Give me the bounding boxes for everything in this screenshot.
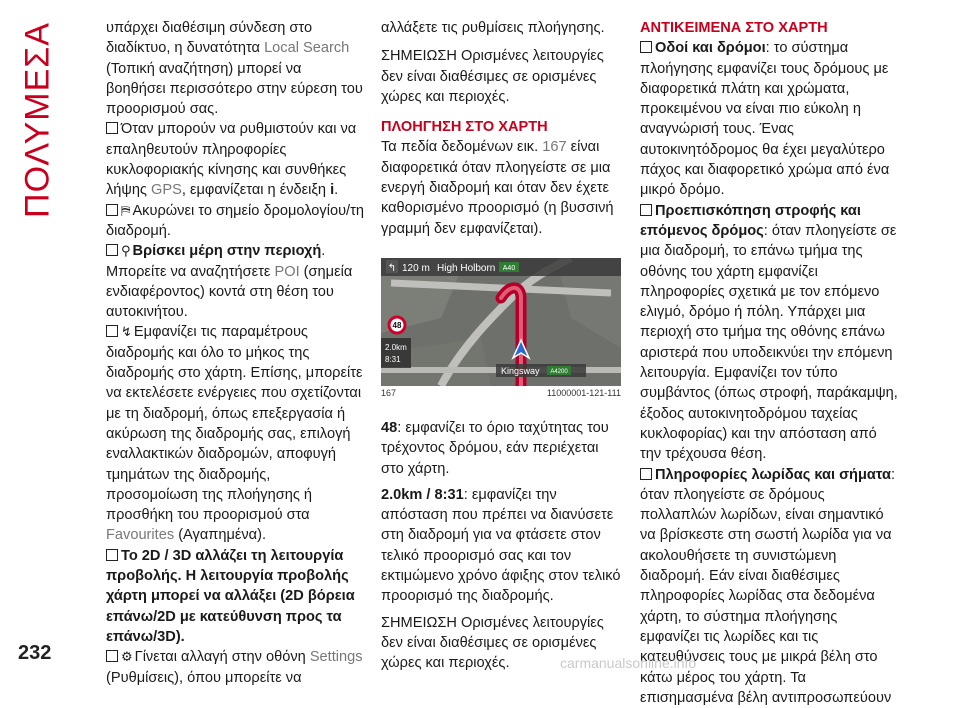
- road-badge-bottom: A4200: [550, 369, 568, 375]
- map-street-top: High Holborn: [437, 263, 496, 274]
- checkbox-icon: [106, 650, 118, 662]
- paragraph: Πληροφορίες λωρίδας και σήματα: όταν πλοηγείστε σε δρόμους πολλαπλών λωρίδων, είναι σημαντικό να βρίσκεστε στη σωστή λωρίδα για να ακολουθήσετε τη συνιστώμενη διαδρομή. Εάν είναι διαθέσιμες πληροφορίες λωρίδας στα δεδομένα χάρτη, το σύστημα πλοήγησης εμφανίζει τις λωρίδες και τις κατευθύνσεις τους με μικρά βέλη στο κάτω μέρος του χάρτη. Τα επισημασμένα βέλη αντιπροσωπεύουν: [640, 466, 896, 706]
- watermark: carmanualsonline.info: [560, 655, 697, 671]
- section-tab: [18, 20, 58, 220]
- paragraph: ⚙ Γίνεται αλλαγή στην οθόνη Settings (Ρυθμίσεις), όπου μπορείτε να: [106, 649, 363, 686]
- no-entry-flag-icon: ⛿: [121, 202, 131, 218]
- paragraph: ↯ Εμφανίζει τις παραμέτρους διαδρομής και όλο το μήκος της διαδρομής στο χάρτη. Επίσης, μπορείτε να εκτελέσετε ενέργειες που σχετίζονται με τη διαδρομή, όπως επεξεργασία ή ακύρωση της διαδρομής σας, επιλογή εναλλακτικών διαδρομών, αποφυγή τμημάτων της διαδρομής, προσομοίωση της πλοήγησης ή προσθήκη του προορισμού στα Favourites (Αγαπημένα).: [106, 324, 363, 544]
- paragraph: αλλάξετε τις ρυθμίσεις πλοήγησης.: [381, 20, 605, 36]
- eta-distance: 2.0km: [385, 343, 407, 352]
- checkbox-icon: [106, 204, 118, 216]
- column-2: [381, 18, 625, 239]
- checkbox-icon: [640, 468, 652, 480]
- speed-limit-sign: 48: [392, 321, 402, 330]
- note: ΣΗΜΕΙΩΣΗ Ορισμένες λειτουργίες δεν είναι διαθέσιμες σε ορισμένες χώρες και περιοχές.: [381, 48, 604, 105]
- paragraph: Οδοί και δρόμοι: το σύστημα πλοήγησης εμφανίζει τους δρόμους με διαφορετικά πλάτη και χρώματα, προκειμένου να είναι πιο εύκολη η αναγνώρισή τους. Ένας αυτοκινητόδρομος θα έχει μεγαλύτερο πάχος και διαφορετικό χρώμα από ένα μικρό δρόμο.: [640, 40, 890, 199]
- navigation-map-figure: [381, 258, 621, 386]
- column-2-lower: [381, 418, 625, 674]
- figure-code: 11000001-121-111: [546, 388, 621, 398]
- road-badge-top: A40: [502, 265, 516, 272]
- paragraph: ⛿ Ακυρώνει το σημείο δρομολογίου/τη διαδρομή.: [106, 202, 364, 239]
- page-number: 232: [18, 642, 52, 664]
- figure-caption: [381, 388, 621, 398]
- checkbox-icon: [106, 549, 118, 561]
- paragraph: 48: εμφανίζει το όριο ταχύτητας του τρέχοντος δρόμου, εάν περιέχεται στο χάρτη.: [381, 420, 609, 477]
- checkbox-icon: [106, 122, 118, 134]
- column-1: [106, 18, 364, 688]
- map-graphic: [381, 258, 621, 386]
- paragraph: Προεπισκόπηση στροφής και επόμενος δρόμος: όταν πλοηγείστε σε μια διαδρομή, το επάνω τμήμα της οθόνης του χάρτη εμφανίζει πληροφορίες σχετικά με τον επόμενο ελιγμό, δρόμο ή πόλη. Υπάρχει μια περιοχή στο τμήμα της οθόνης επάνω αριστερά που υποδεικνύει την επόμενη λειτουργία. Εμφανίζει τον τύπο συμβάντος (όπως στροφή, παράκαμψη, έξοδος αυτοκινητοδρόμου ταχείας κυκλοφορίας) και την απόσταση από την τρέχουσα θέση.: [640, 202, 898, 463]
- pin-icon: ⚲: [121, 243, 131, 259]
- checkbox-icon: [106, 325, 118, 337]
- paragraph: Το 2D / 3D αλλάζει τη λειτουργία προβολής. Η λειτουργία προβολής χάρτη μπορεί να αλλάξει (2D βόρεια επάνω/2D με κατεύθυνση προς τα επάνω/3D).: [106, 547, 355, 645]
- paragraph: Τα πεδία δεδομένων εικ. 167 είναι διαφορετικά όταν πλοηγείστε σε μια ενεργή διαδρομή και όταν δεν έχετε καθορισμένο προορισμό (η βυσσινή γραμμή δεν εμφανίζεται).: [381, 139, 614, 237]
- section-heading: ΠΛΟΗΓΗΣΗ ΣΤΟ ΧΑΡΤΗ: [381, 119, 548, 136]
- eta-time: 8:31: [385, 355, 401, 364]
- section-tab-label: ΠΟΛΥΜΕΣΑ: [18, 22, 57, 218]
- checkbox-icon: [640, 41, 652, 53]
- paragraph: υπάρχει διαθέσιμη σύνδεση στο διαδίκτυο, η δυνατότητα Local Search (Τοπική αναζήτηση) μπορεί να βοηθήσει περισσότερο στην εύρεση του προορισμού σας.: [106, 20, 363, 118]
- svg-text:↰: ↰: [387, 263, 397, 274]
- gear-icon: ⚙: [121, 649, 133, 665]
- map-street-bottom: Kingsway: [501, 366, 540, 376]
- figure-number: 167: [381, 388, 397, 398]
- checkbox-icon: [106, 244, 118, 256]
- section-heading: ΑΝΤΙΚΕΙΜΕΝΑ ΣΤΟ ΧΑΡΤΗ: [640, 20, 828, 36]
- paragraph: 2.0km / 8:31: εμφανίζει την απόσταση που πρέπει να διανύσετε στη διαδρομή για να φτάσετε στον τελικό προορισμό σας και τον εκτιμώμενο χρόνο άφιξης στον τελικό προορισμό της διαδρομής.: [381, 486, 621, 605]
- checkbox-icon: [640, 204, 652, 216]
- paragraph: ⚲ Βρίσκει μέρη στην περιοχή. Μπορείτε να αναζητήσετε POI (σημεία ενδιαφέροντος) κοντά στη θέση του αυτοκινήτου.: [106, 243, 353, 321]
- map-distance: 120 m: [402, 263, 430, 274]
- route-settings-icon: ↯: [121, 324, 132, 340]
- paragraph: Όταν μπορούν να ρυθμιστούν και να επαληθευτούν πληροφορίες κυκλοφοριακής κίνησης και συνθήκες λήψης GPS, εμφανίζεται η ένδειξη i.: [106, 121, 357, 199]
- note: ΣΗΜΕΙΩΣΗ Ορισμένες λειτουργίες δεν είναι διαθέσιμες σε ορισμένες χώρες και περιοχές.: [381, 614, 604, 672]
- column-3: [640, 18, 898, 708]
